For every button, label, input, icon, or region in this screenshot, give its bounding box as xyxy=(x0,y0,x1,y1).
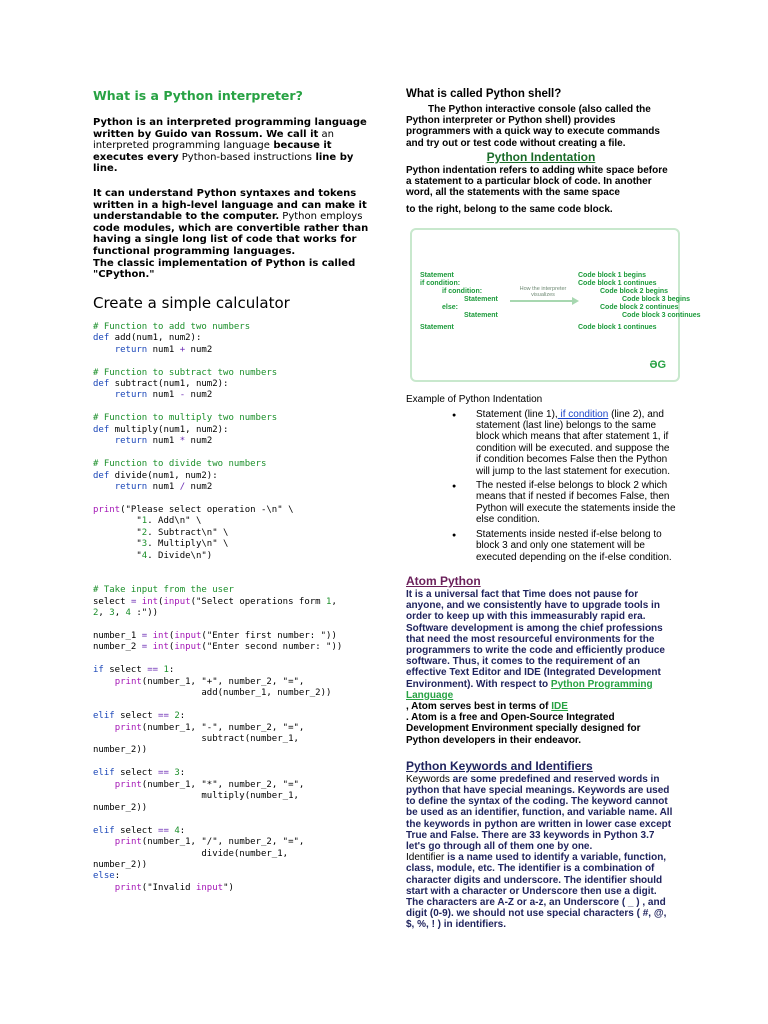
bullet-3: ● Statements inside nested if-else belong to block 3 and only one statement will be executed depending on the if-else condition. xyxy=(476,529,676,563)
diagram-right-3: Code block 2 begins xyxy=(600,287,669,295)
indentation-heading: Python Indentation xyxy=(486,149,596,164)
atom-heading: Atom Python xyxy=(406,573,481,588)
left-column xyxy=(93,86,375,894)
calculator-code: # Function to add two numbers def add(num1, num2): return num1 + num2 # Function to subtract two numbers def subtract(num1, num2): return num1 - num2 # Function to multiply two numbers def multiply(num1, num2): return num1 * num2 # Function to divide two numbers def divide(num1, num2): return num1 / num2 print("Please select operation -\n" \ "1. Add\n" \ "2. Subtract\n" \ "3. Multiply\n" \ "4. Divide\n") # Take input from the user select = int(input("Select operations form 1, 2, 3, 4 :")) number_1 = int(input("Enter first number: ")) number_2 = int(input("Enter second number: ")) if select == 1: print(number_1, "+", number_2, "=", add(number_1, number_2)) elif select == 2: print(number_1, "-", number_2, "=", subtract(number_1, number_2)) elif select == 3: print(number_1, "*", number_2, "=", multiply(number_1, number_2)) elif select == 4: print(number_1, "/", number_2, "=", divide(number_1, number_2)) else: print("Invalid input") xyxy=(93,321,343,893)
diagram-right-4: Code block 3 begins xyxy=(622,295,691,303)
example-label: Example of Python Indentation xyxy=(406,393,543,405)
calculator-title: Create a simple calculator xyxy=(93,293,290,312)
diagram-right-6: Code block 3 continues xyxy=(622,311,701,319)
if-condition-link[interactable]: if condition xyxy=(557,408,609,420)
diagram-left-5: else: xyxy=(442,303,458,311)
indentation-diagram xyxy=(410,228,701,382)
right-column xyxy=(406,86,701,931)
indentation-text-1: Python indentation refers to adding white space before a statement to a particular block of code. In another word, all the statements with the same space xyxy=(406,164,668,199)
diagram-left-3: if condition: xyxy=(442,287,483,295)
diagram-left-6: Statement xyxy=(464,311,498,319)
bullet-2: ● The nested if-else belongs to block 2 which means that if nested if becomes False, then Python will execute the statements inside the else condition. xyxy=(476,480,676,526)
diagram-right-7: Code block 1 continues xyxy=(578,323,657,331)
keywords-text: Keywords are some predefined and reserved words in python that have special meanings. Keywords are used to define the syntax of the coding. The keyword cannot be used as an identifier, function, and variable name. All the keywords in python are written in lower case except True and False. There are 33 keywords in Python 3.7 let's go through all of them one by one. Identifier is a name used to identify a variable, function, class, module, etc. The identifier is a combination of character digits and underscore. The identifier should start with a character or Underscore then use a digit. The characters are A-Z or a-z, an Underscore ( _ ) , and digit (0-9). we should not use special characters ( #, @, $, %, ! ) in identifiers. xyxy=(406,773,673,931)
diagram-right-1: Code block 1 begins xyxy=(578,271,647,279)
interpreter-intro-1: Python is an interpreted programming language written by Guido van Rossum. We call it an interpreted programming language because it executes every Python-based instructions line by line. xyxy=(93,117,367,175)
diagram-left-4: Statement xyxy=(464,295,498,303)
ide-link[interactable]: IDE xyxy=(551,700,568,712)
diagram-left-2: if condition: xyxy=(420,279,461,287)
diagram-left-1: Statement xyxy=(420,271,454,279)
diagram-left-7: Statement xyxy=(420,323,454,331)
diagram-right-2: Code block 1 continues xyxy=(578,279,657,287)
interpreter-intro-2: It can understand Python syntaxes and tokens written in a high-level language and can make it understandable to the computer. Python employs code modules, which are convertible rather than having a single long list of code that works for functional programming languages. The classic implementation of Python is called "CPython." xyxy=(93,187,369,281)
geeksforgeeks-logo-icon: ƏG xyxy=(649,358,666,371)
diagram-right-5: Code block 2 continues xyxy=(600,303,679,311)
shell-heading: What is called Python shell? xyxy=(406,88,562,100)
indentation-bullets xyxy=(406,409,676,563)
keywords-heading: Python Keywords and Identifiers xyxy=(406,758,593,773)
python-language-link[interactable]: Python Programming Language xyxy=(406,678,653,701)
atom-text: It is a universal fact that Time does not pause for anyone, and we consistently have to upgrade tools in order to keep up with this immeasurably rapid era. Software development is among the chief professions that need the most resourceful environments for the programmers to write the code and efficiently produce software. Thus, it comes to the requirement of an effective Text Editor and IDE (Integrated Development Environment). With respect to Python Programming Language , Atom serves best in terms of IDE . Atom is a free and Open-Source Integrated Development Environment specially designed for Python developers in their endeavor. xyxy=(406,588,665,746)
diagram-arrow xyxy=(510,296,580,306)
diagram-caption: How the interpreter visualizes xyxy=(519,285,567,298)
shell-text: The Python interactive console (also called the Python interpreter or Python shell) provides programmers with a quick way to execute commands and try out or test code without creating a file. xyxy=(406,104,660,149)
indentation-text-2: to the right, belong to the same code block. xyxy=(406,204,613,216)
interpreter-heading: What is a Python interpreter? xyxy=(93,88,303,103)
bullet-1: ● Statement (line 1), if condition (line 2), and statement (last line) belongs to the same block which means that after statement 1, if condition will be executed. and suppose the if condition becomes False then the Python will jump to the last statement for execution. xyxy=(476,409,676,477)
